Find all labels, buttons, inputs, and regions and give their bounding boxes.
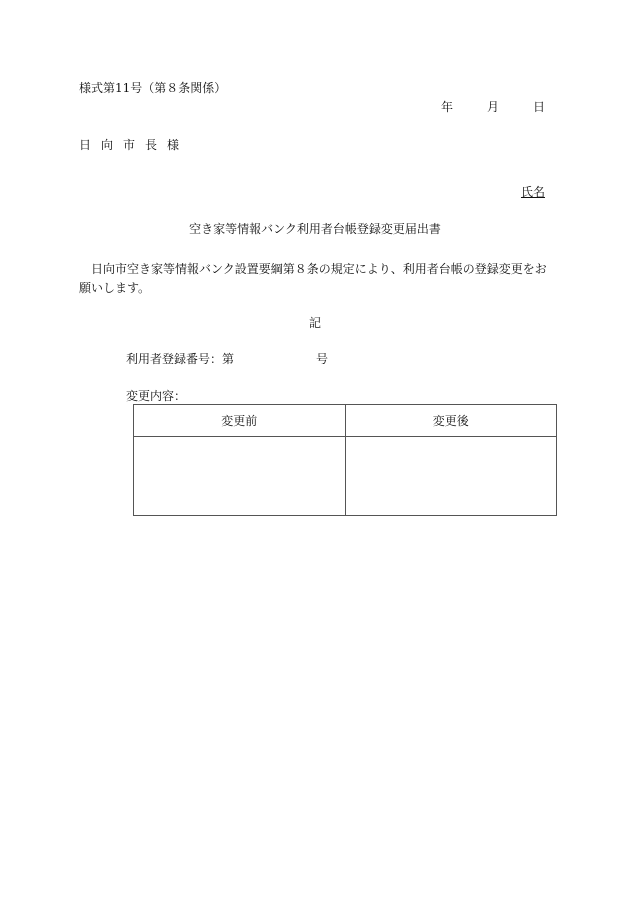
form-number: 様式第11号（第８条関係） <box>79 81 227 95</box>
changes-label: 変更内容： <box>126 389 187 403</box>
date-line <box>441 100 545 114</box>
table-row <box>134 437 557 516</box>
registration-number-line <box>126 352 328 366</box>
document-title: 空き家等情報バンク利用者台帳登録変更届出書 <box>189 222 441 236</box>
date-month-label: 月 <box>486 100 499 114</box>
cell-after <box>345 437 557 516</box>
applicant-name-label: 氏名 <box>520 185 545 199</box>
body-text-content: 日向市空き家等情報バンク設置要綱第８条の規定により、利用者台帳の登録変更をお願いします。 <box>79 262 547 295</box>
addressee: 日向市長様 <box>79 138 190 152</box>
date-day-label: 日 <box>532 100 545 114</box>
body-text <box>79 260 549 298</box>
registration-suffix: 号 <box>316 352 329 366</box>
ki-heading: 記 <box>308 316 321 330</box>
header-before: 変更前 <box>134 405 346 437</box>
header-after: 変更後 <box>345 405 557 437</box>
registration-prefix: 利用者登録番号：第 <box>126 352 235 366</box>
table-header-row <box>134 405 557 437</box>
change-table <box>133 404 557 516</box>
cell-before <box>134 437 346 516</box>
date-year-label: 年 <box>440 100 453 114</box>
